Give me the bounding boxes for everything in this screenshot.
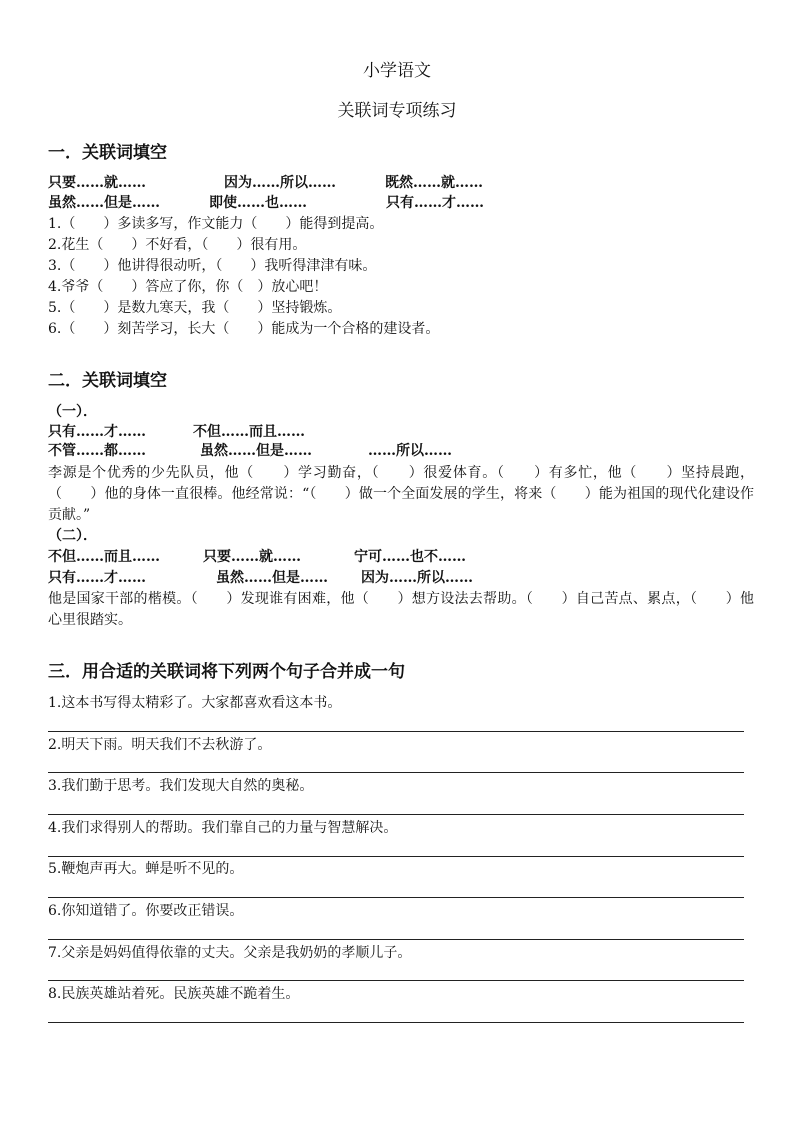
keyword-pair: 因为……所以…… xyxy=(361,570,473,586)
section3-item-4: 4.我们求得别人的帮助。我们靠自己的力量与智慧解决。 xyxy=(48,820,398,836)
keyword-pair: ……所以…… xyxy=(368,443,452,459)
keyword-pair: 虽然……但是…… xyxy=(48,195,160,211)
keyword-pair: 只要……就…… xyxy=(203,549,301,565)
keyword-pair: 不管……都…… xyxy=(48,443,146,459)
keyword-pair: 既然……就…… xyxy=(385,175,483,191)
section3-item-8: 8.民族英雄站着死。民族英雄不跪着生。 xyxy=(48,986,300,1002)
answer-line-8 xyxy=(48,1022,744,1023)
keyword-pair: 不但……而且…… xyxy=(193,424,305,440)
section2-heading: 二．关联词填空 xyxy=(48,371,167,391)
answer-line-7 xyxy=(48,980,744,981)
keyword-pair: 不但……而且…… xyxy=(48,549,160,565)
section2-part2-keyword-row-1 xyxy=(48,547,748,567)
section1-item-3: 3.（ ）他讲得很动听，（ ）我听得津津有味。 xyxy=(48,258,377,274)
keyword-pair: 宁可……也不…… xyxy=(354,549,466,565)
keyword-pair: 只有……才…… xyxy=(386,195,484,211)
answer-line-3 xyxy=(48,814,744,815)
section2-part2-label: （二）． xyxy=(48,528,97,544)
keyword-pair: 只有……才…… xyxy=(48,570,146,586)
answer-line-2 xyxy=(48,772,744,773)
section3-item-2: 2.明天下雨。明天我们不去秋游了。 xyxy=(48,737,272,753)
answer-line-4 xyxy=(48,856,744,857)
section1-keyword-row-2 xyxy=(48,193,748,213)
section2-part1-keyword-row-1 xyxy=(48,422,748,442)
section2-part1-label: （一）． xyxy=(48,404,97,420)
answer-line-1 xyxy=(48,731,744,732)
section3-item-3: 3.我们勤于思考。我们发现大自然的奥秘。 xyxy=(48,778,314,794)
keyword-pair: 虽然……但是…… xyxy=(216,570,328,586)
section3-item-5: 5.鞭炮声再大。蝉是听不见的。 xyxy=(48,861,244,877)
section1-keyword-row-1 xyxy=(48,173,748,193)
section2-part1-keyword-row-2 xyxy=(48,441,748,461)
answer-line-6 xyxy=(48,939,744,940)
section1-heading: 一．关联词填空 xyxy=(48,143,167,163)
section3-heading: 三．用合适的关联词将下列两个句子合并成一句 xyxy=(48,662,405,682)
answer-line-5 xyxy=(48,897,744,898)
subject-title: 小学语文 xyxy=(363,61,431,81)
keyword-pair: 因为……所以…… xyxy=(224,175,336,191)
section1-item-4: 4.爷爷（ ）答应了你，你（ ）放心吧！ xyxy=(48,279,328,295)
section1-item-5: 5.（ ）是数九寒天，我（ ）坚持锻炼。 xyxy=(48,300,342,316)
keyword-pair: 即使……也…… xyxy=(209,195,307,211)
section3-item-7: 7.父亲是妈妈值得依靠的丈夫。父亲是我奶奶的孝顺儿子。 xyxy=(48,945,412,961)
section2-part1-passage: 李源是个优秀的少先队员，他（ ）学习勤奋，（ ）很爱体育。（ ）有多忙，他（ ）坚持晨跑，（ ）他的身体一直很棒。他经常说：“（ ）做一个全面发展的学生，将来（ ）能为祖国的现代化建设作贡献。” xyxy=(48,465,754,523)
section2-part2-passage: 他是国家干部的楷模。（ ）发现谁有困难，他（ ）想方设法去帮助。（ ）自己苦点、累点，（ ）他心里很踏实。 xyxy=(48,591,754,628)
section3-item-6: 6.你知道错了。你要改正错误。 xyxy=(48,903,244,919)
worksheet-title: 关联词专项练习 xyxy=(337,101,457,121)
section3-item-1: 1.这本书写得太精彩了。大家都喜欢看这本书。 xyxy=(48,695,342,711)
section2-part2-keyword-row-2 xyxy=(48,568,748,588)
keyword-pair: 只有……才…… xyxy=(48,424,146,440)
section1-item-1: 1.（ ）多读多写，作文能力（ ）能得到提高。 xyxy=(48,216,384,232)
keyword-pair: 只要……就…… xyxy=(48,175,146,191)
section1-item-2: 2.花生（ ）不好看，（ ）很有用。 xyxy=(48,237,307,253)
keyword-pair: 虽然……但是…… xyxy=(200,443,312,459)
section1-item-6: 6.（ ）刻苦学习，长大（ ）能成为一个合格的建设者。 xyxy=(48,321,440,337)
